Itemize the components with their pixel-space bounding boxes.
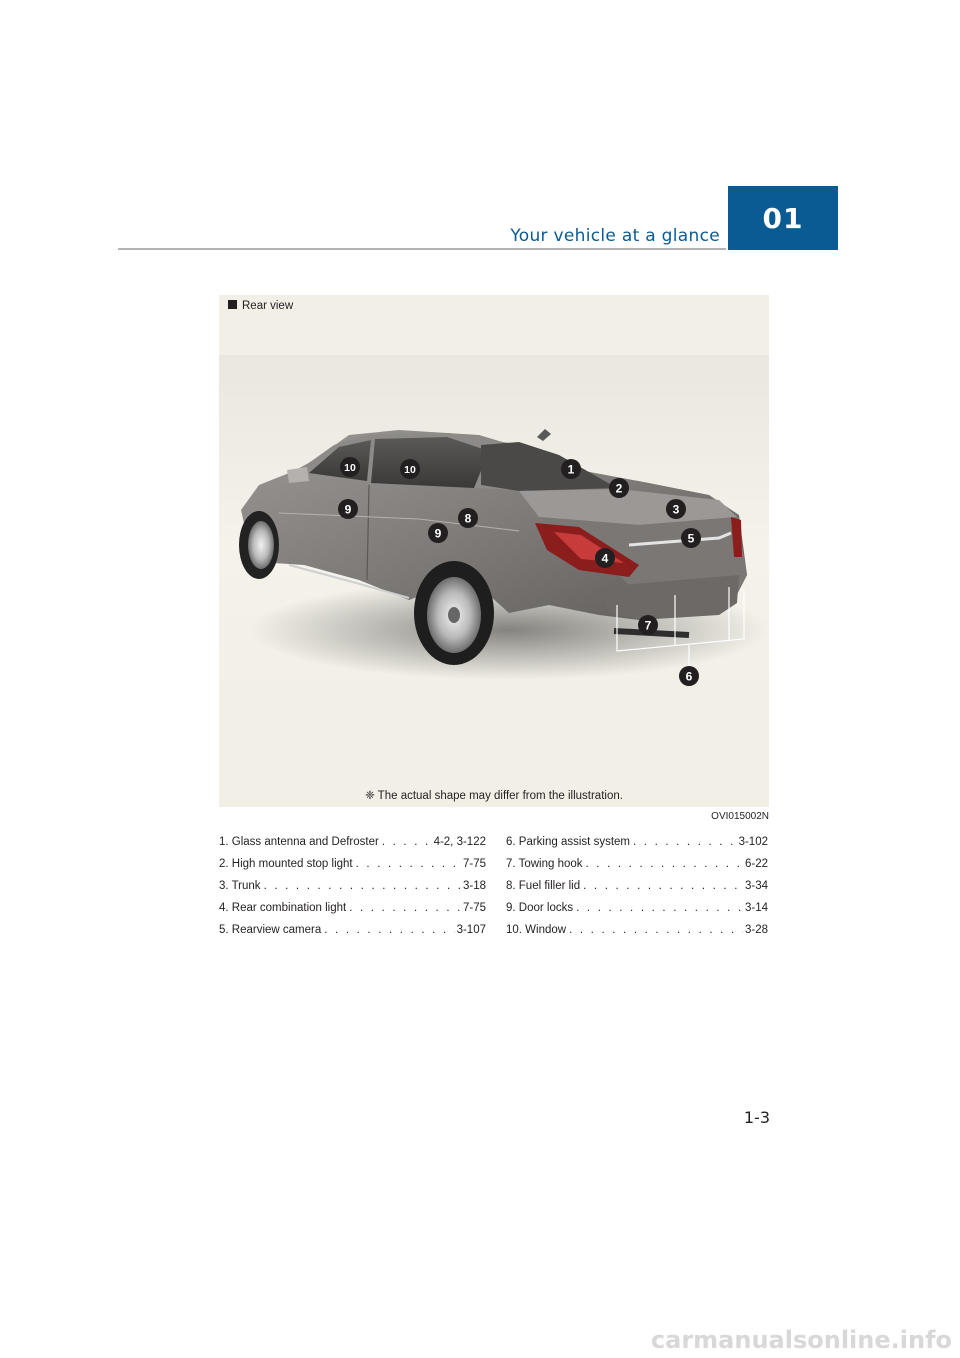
legend-item bbox=[219, 858, 486, 880]
legend-item bbox=[506, 836, 768, 858]
svg-text:9: 9 bbox=[434, 526, 442, 541]
legend-item bbox=[506, 902, 768, 924]
svg-text:10: 10 bbox=[344, 462, 356, 474]
rear-view-figure bbox=[219, 295, 769, 807]
figure-label-text: Rear view bbox=[242, 300, 294, 312]
leader-dots bbox=[576, 902, 743, 914]
leader-dots bbox=[586, 858, 743, 870]
leader-dots bbox=[583, 880, 743, 892]
callout-5 bbox=[681, 528, 701, 548]
callout-1 bbox=[561, 459, 581, 479]
chapter-number: 01 bbox=[728, 186, 838, 250]
legend-page: 3-28 bbox=[744, 924, 768, 936]
leader-dots bbox=[349, 902, 461, 914]
legend-page: 7-75 bbox=[462, 858, 486, 870]
leader-dots bbox=[633, 836, 737, 848]
legend-page: 3-14 bbox=[744, 902, 768, 914]
legend-label: 5. Rearview camera bbox=[219, 924, 322, 936]
svg-text:10: 10 bbox=[404, 464, 416, 476]
legend-page: 4-2, 3-122 bbox=[433, 836, 486, 848]
legend-item bbox=[506, 880, 768, 902]
callout-10-rear bbox=[400, 459, 420, 479]
car-illustration bbox=[219, 295, 769, 807]
svg-text:6: 6 bbox=[685, 669, 693, 684]
legend-label: 7. Towing hook bbox=[506, 858, 583, 870]
legend-item bbox=[506, 924, 768, 946]
callout-4 bbox=[595, 548, 615, 568]
legend-label: 4. Rear combination light bbox=[219, 902, 347, 914]
legend-label: 1. Glass antenna and Defroster bbox=[219, 836, 379, 848]
legend-label: 3. Trunk bbox=[219, 880, 261, 892]
figure-note: ❈ The actual shape may differ from the illustration. bbox=[365, 790, 623, 802]
legend-page: 3-107 bbox=[456, 924, 486, 936]
site-watermark: carmanualsonline.info bbox=[650, 1326, 952, 1354]
callout-3 bbox=[666, 499, 686, 519]
leader-dots bbox=[569, 924, 743, 936]
leader-dots bbox=[382, 836, 432, 848]
callout-7 bbox=[638, 615, 658, 635]
legend-label: 9. Door locks bbox=[506, 902, 574, 914]
svg-text:5: 5 bbox=[687, 531, 695, 546]
legend-item bbox=[219, 880, 486, 902]
svg-text:1: 1 bbox=[567, 462, 575, 477]
section-title: Your vehicle at a glance bbox=[510, 226, 720, 246]
leader-dots bbox=[356, 858, 461, 870]
legend-item bbox=[219, 924, 486, 946]
figure-code: OVI015002N bbox=[711, 811, 769, 822]
leader-dots bbox=[324, 924, 454, 936]
callout-10-front bbox=[340, 457, 360, 477]
svg-text:8: 8 bbox=[464, 511, 472, 526]
leader-dots bbox=[264, 880, 461, 892]
svg-text:4: 4 bbox=[601, 551, 609, 566]
page-number: 1-3 bbox=[743, 1108, 770, 1127]
legend-label: 8. Fuel filler lid bbox=[506, 880, 581, 892]
legend-right-column bbox=[506, 836, 768, 946]
legend-page: 3-102 bbox=[738, 836, 768, 848]
legend-label: 10. Window bbox=[506, 924, 567, 936]
legend-label: 2. High mounted stop light bbox=[219, 858, 353, 870]
legend-item bbox=[506, 858, 768, 880]
callout-2 bbox=[609, 478, 629, 498]
callout-8 bbox=[458, 508, 478, 528]
header-rule bbox=[118, 248, 726, 250]
svg-text:7: 7 bbox=[644, 618, 652, 633]
svg-text:9: 9 bbox=[344, 502, 352, 517]
callout-9-rear bbox=[428, 523, 448, 543]
legend-item bbox=[219, 836, 486, 858]
square-bullet-icon bbox=[228, 300, 237, 309]
svg-text:3: 3 bbox=[672, 502, 680, 517]
legend-page: 7-75 bbox=[462, 902, 486, 914]
svg-text:2: 2 bbox=[615, 481, 623, 496]
callout-9-front bbox=[338, 499, 358, 519]
legend-label: 6. Parking assist system bbox=[506, 836, 630, 848]
legend-page: 6-22 bbox=[744, 858, 768, 870]
figure-label bbox=[228, 300, 293, 312]
callout-6 bbox=[679, 666, 699, 686]
legend-page: 3-18 bbox=[462, 880, 486, 892]
legend-page: 3-34 bbox=[744, 880, 768, 892]
legend-item bbox=[219, 902, 486, 924]
legend-left-column bbox=[219, 836, 486, 946]
